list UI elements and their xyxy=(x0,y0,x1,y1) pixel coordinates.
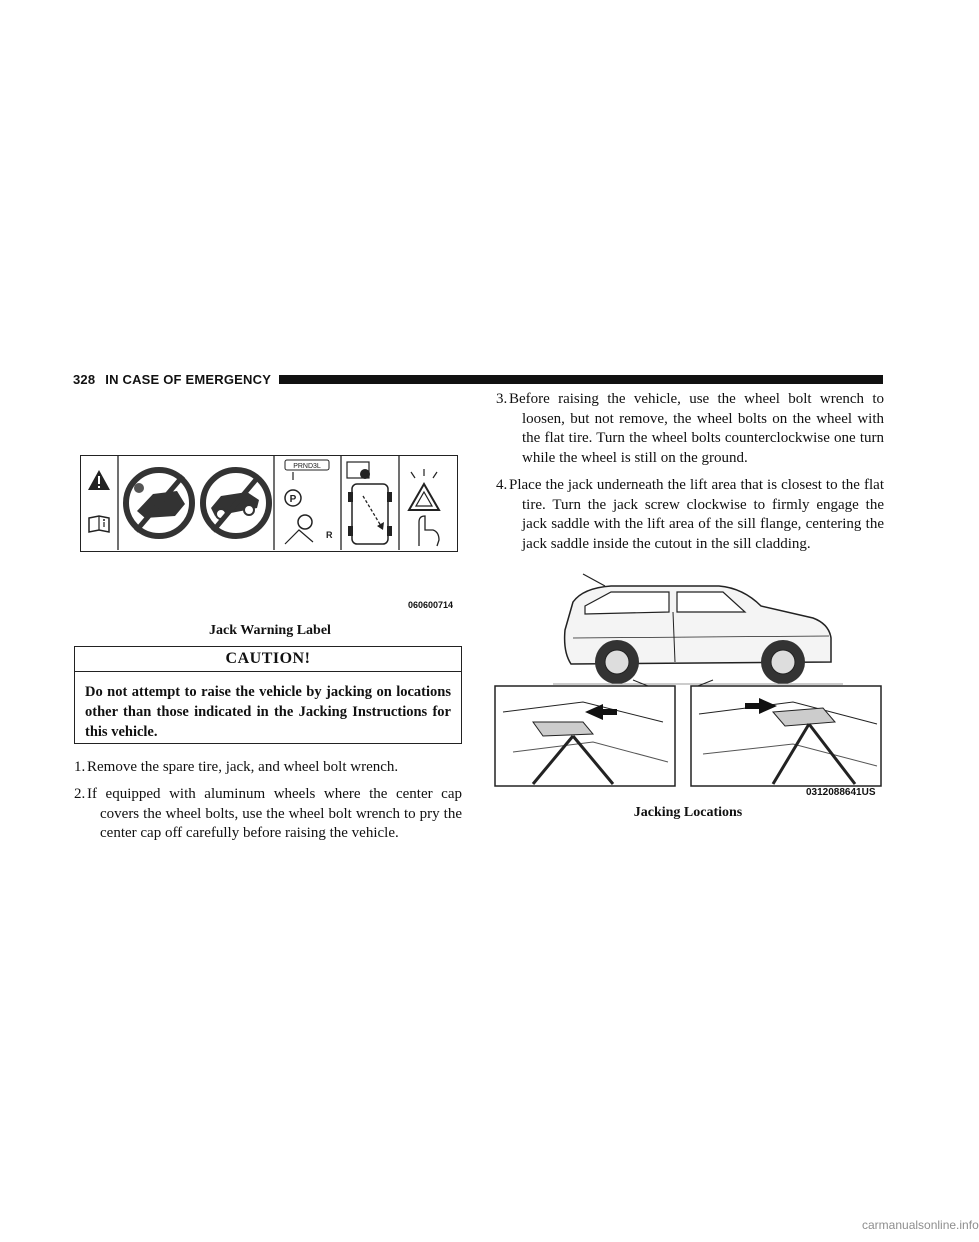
svg-text:P: P xyxy=(289,494,297,505)
front-jack-point-detail xyxy=(495,686,675,786)
jacking-locations-figure xyxy=(493,572,883,802)
figure-id: 060600714 xyxy=(408,600,454,610)
suv-illustration xyxy=(553,574,843,688)
watermark[interactable]: carmanualsonline.info xyxy=(862,1218,979,1232)
step-text: Place the jack underneath the lift area that is closest to the flat tire. Turn the jack screw clockwise to firmly engage the jack saddle with the lift area of the sill flange, centering the jack saddle inside the cutout in the sill cladding. xyxy=(509,477,884,552)
step-item xyxy=(496,476,884,554)
jacking-point-diagram-icon xyxy=(347,462,392,544)
figure-id: 0312088641US xyxy=(806,787,876,798)
park-gear-icon xyxy=(285,460,333,544)
caution-title: CAUTION! xyxy=(75,647,461,672)
figure-caption: Jacking Locations xyxy=(633,805,743,820)
caution-box xyxy=(74,646,462,744)
gear-selector-text: PRND3L xyxy=(293,463,321,470)
section-title: IN CASE OF EMERGENCY xyxy=(105,371,272,387)
page-number: 328 xyxy=(73,371,96,387)
no-jack-on-slope-icon xyxy=(203,470,269,536)
rear-jack-point-detail xyxy=(691,686,881,786)
jacking-locations-image xyxy=(493,572,883,786)
step-number: 3. xyxy=(496,391,508,407)
manual-book-icon xyxy=(89,516,109,532)
warning-triangle-icon xyxy=(88,470,110,490)
figure-caption: Jack Warning Label xyxy=(209,623,331,638)
step-text: Remove the spare tire, jack, and wheel bolt wrench. xyxy=(87,759,399,775)
jack-warning-label-image xyxy=(81,456,456,550)
step-text: If equipped with aluminum wheels where the center cap covers the wheel bolts, use the wheel bolt wrench to pry the center cap off carefully before raising the vehicle. xyxy=(87,786,462,841)
reverse-gear-label: R xyxy=(326,530,333,540)
page-header xyxy=(73,370,883,388)
caution-text: Do not attempt to raise the vehicle by jacking on locations other than those indicated in the Jacking Instructions for this vehicle. xyxy=(85,684,451,740)
header-rule xyxy=(279,375,883,384)
step-number: 1. xyxy=(74,759,86,775)
step-item xyxy=(74,758,462,778)
step-item xyxy=(74,785,462,844)
jack-warning-label-figure xyxy=(80,455,458,552)
step-text: Before raising the vehicle, use the wheel bolt wrench to loosen, but not remove, the wheel bolts on the wheel with the flat tire. Turn the wheel bolts counterclockwise one turn while the wheel is still on the ground. xyxy=(509,391,884,466)
hazard-warning-icon xyxy=(409,469,439,546)
step-item xyxy=(496,390,884,468)
no-crawl-under-icon xyxy=(126,470,192,536)
step-number: 2. xyxy=(74,786,86,802)
step-number: 4. xyxy=(496,477,508,493)
